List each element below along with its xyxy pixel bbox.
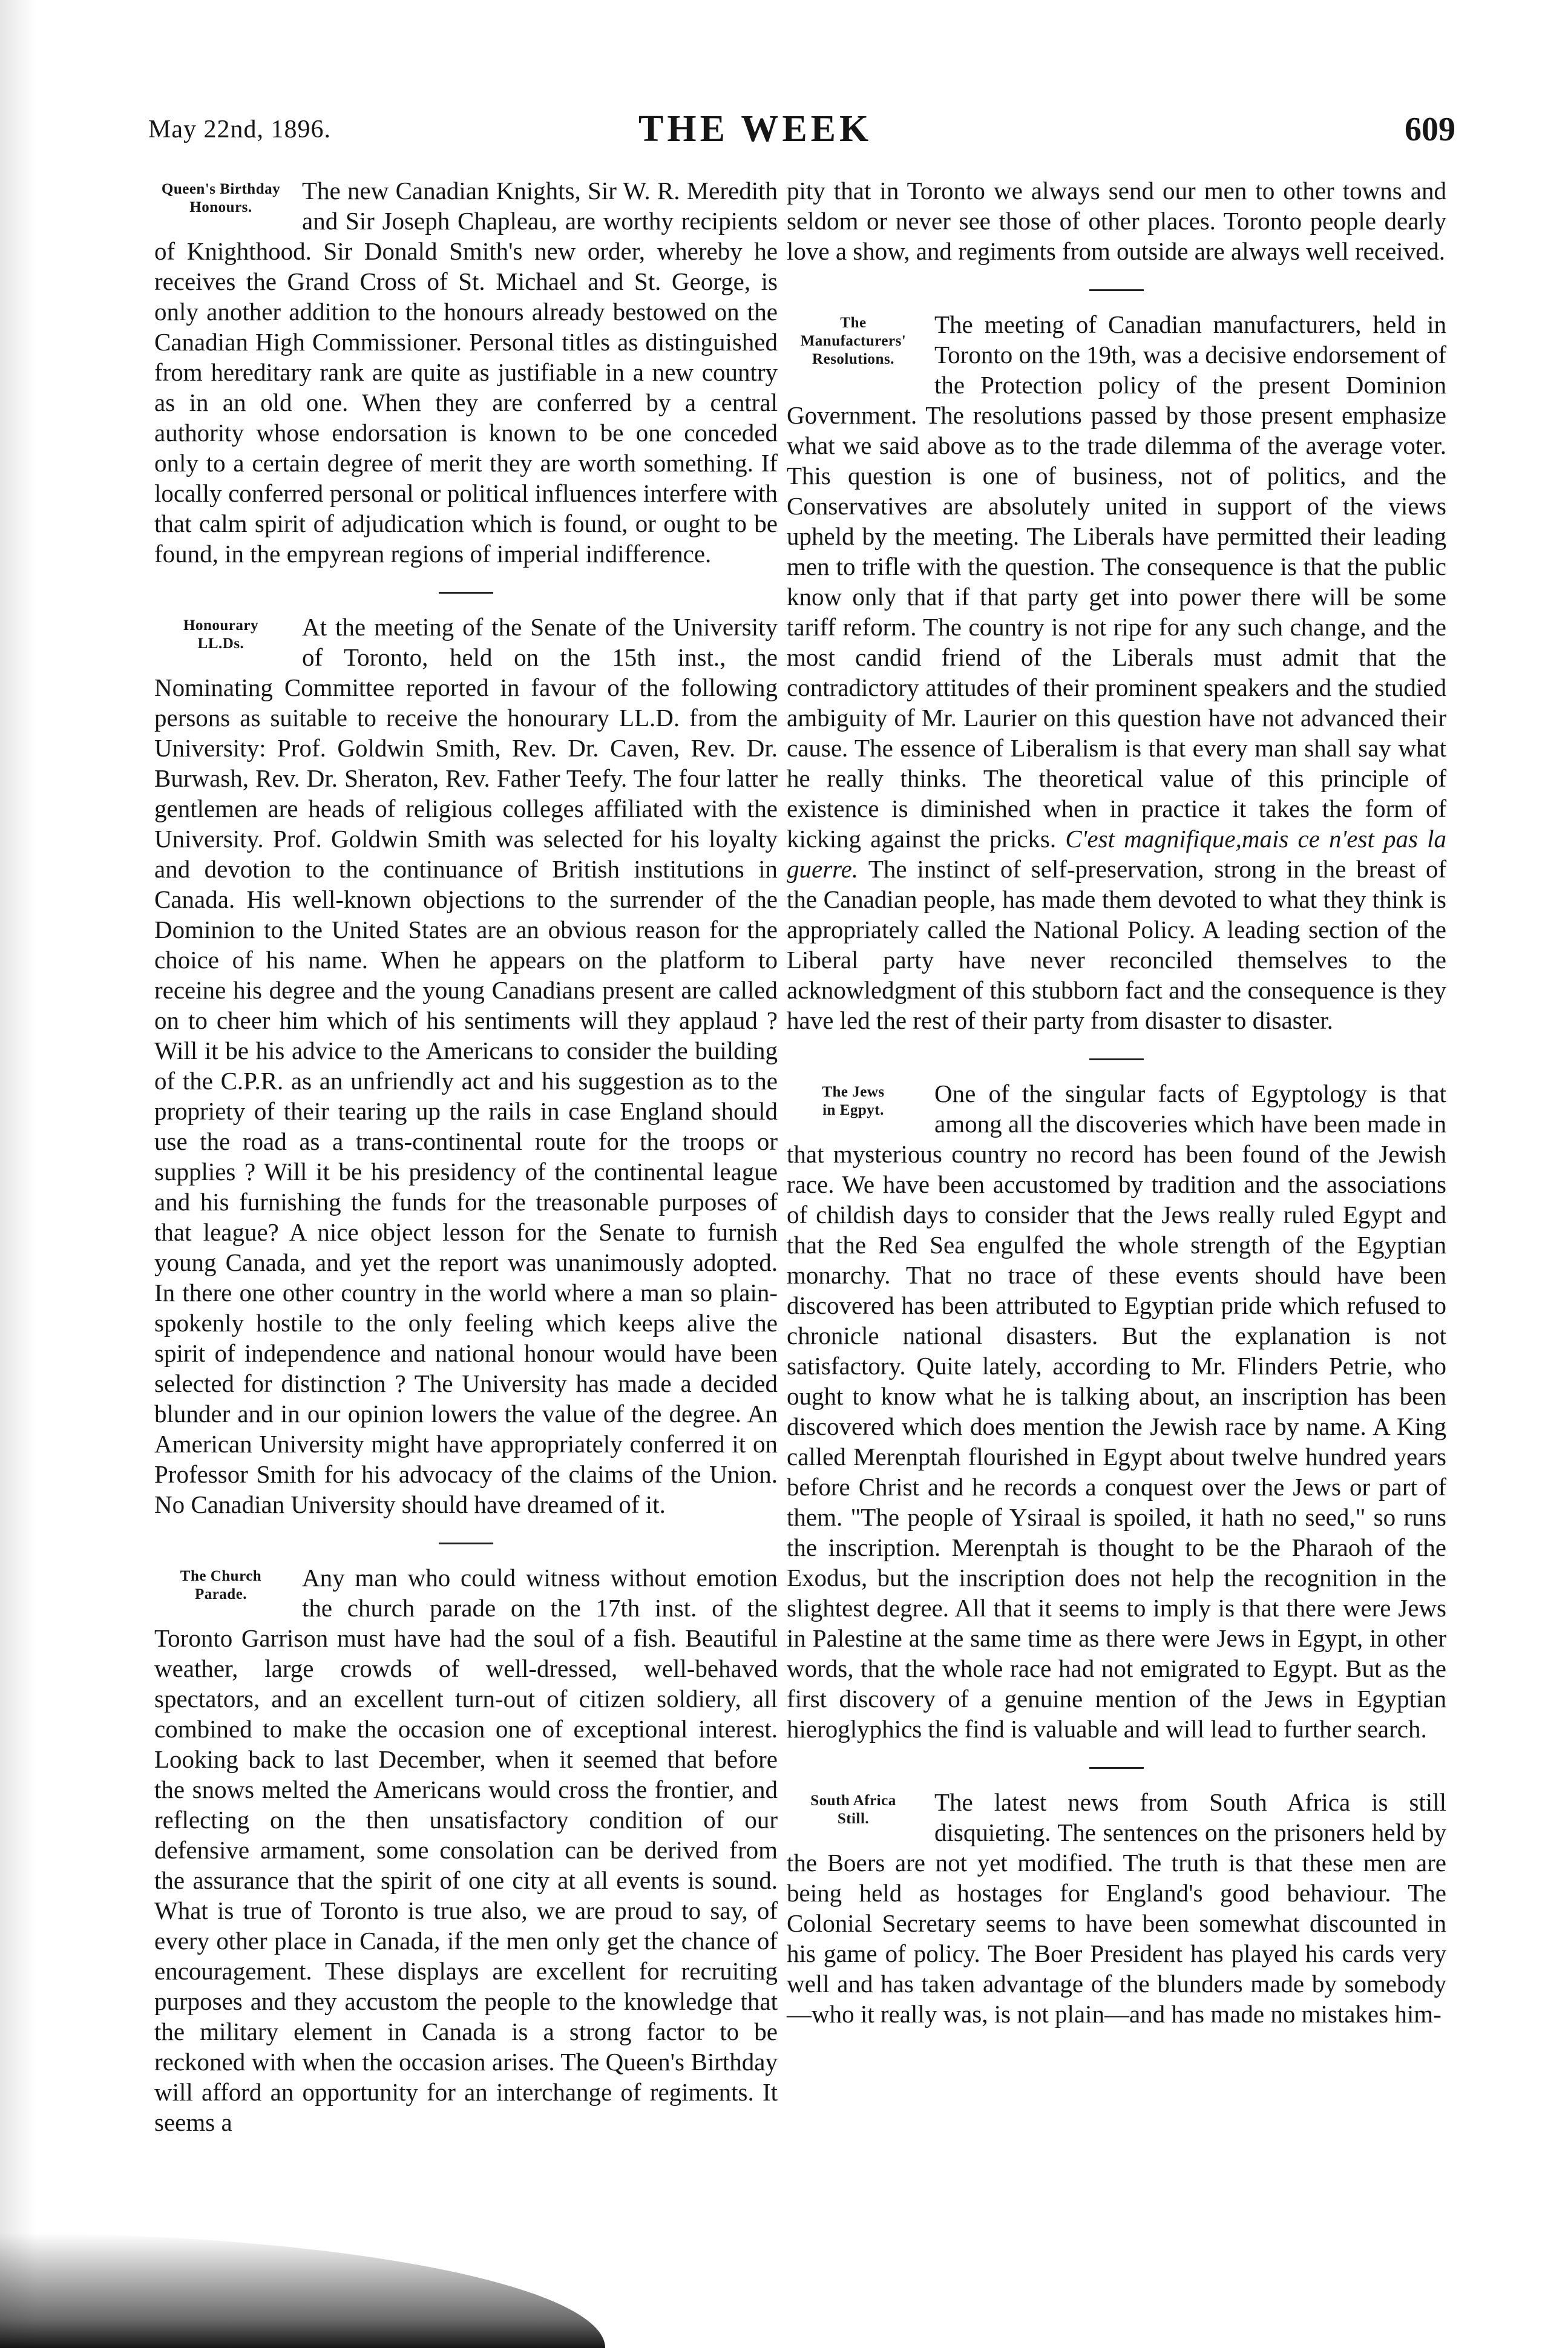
article-text: The latest news from South Africa is still disquieting. The sentences on the prisoners held by the Boers are not yet modified. The truth is that these men are being held as hostages for England's good behaviour. The Colonial Secretary seems to have been somewhat discounted in his game of policy. The Boer President has played his cards very well and has taken advantage of the blunders made by somebody—who it really was, is not plain—and has made no mistakes him-	[787, 1788, 1446, 2028]
section-divider	[439, 1543, 493, 1544]
article-church-parade	[154, 1563, 778, 2137]
article-jews-in-egypt	[787, 1078, 1446, 1744]
article-text: One of the singular facts of Egyptology is that among all the discoveries which have been made in that mysterious country no record has been found of the Jewish race. We have been accustomed by tradition and the associations of childish days to consider that the Jews really ruled Egypt and that the Red Sea engulfed the whole strength of the Egyptian monarchy. That no trace of these events should have been discovered has been attributed to Egyptian pride which refused to chronicle national disasters. But the explanation is not satisfactory. Quite lately, according to Mr. Flinders Petrie, who ought to know what he is talking about, an inscription has been discovered which does mention the Jewish race by name. A King called Merenptah flourished in Egypt about twelve hundred years before Christ and he records a conquest over the Jews or part of them. "The people of Ysiraal is spoiled, it hath no seed," so runs the inscription. Merenptah is thought to be the Pharaoh of the Exodus, but the inscription does not help the recognition in the slightest degree. All that it seems to imply is that there were Jews in Palestine at the same time as there were Jews in Egypt, in other words, that the whole race had not emigrated to Egypt. But as the first discovery of a genuine mention of the Jews in Egyptian hieroglyphics the find is valuable and will lead to further search.	[787, 1080, 1446, 1743]
section-divider	[1089, 1767, 1144, 1769]
binding-shadow	[0, 2233, 605, 2348]
article-text-continued: The instinct of self-preservation, strong in the breast of the Canadian people, has made them devoted to what they think is appropriately called the National Policy. A leading section of the Liberal party have never reconciled themselves to the acknowledgment of this stubborn fact and the consequence is they have led the rest of their party from disaster to disaster.	[787, 855, 1446, 1034]
issue-date: May 22nd, 1896.	[148, 116, 331, 143]
page-number: 609	[1405, 111, 1455, 148]
side-heading: The Manufacturers' Resolutions.	[800, 315, 907, 367]
article-text: The new Canadian Knights, Sir W. R. Meredith and Sir Joseph Chapleau, are worthy recipients of Knighthood. Sir Donald Smith's new order, whereby he receives the Grand Cross of St. Michael and St. George, is only another addition to the honours already bestowed on the Canadian High Commissioner. Personal titles as distinguished from hereditary rank are quite as justifiable in a new country as in an old one. When they are conferred by a central authority whose endorsation is known to be one conceded only to a certain degree of merit they are worth something. If locally conferred personal or political influences interfere with that calm spirit of adjudication which is found, or ought to be found, in the empyrean regions of imperial indifference.	[154, 177, 778, 568]
article-manufacturers-resolutions	[787, 309, 1446, 1035]
article-queens-birthday-honours	[154, 175, 778, 569]
side-heading: Queen's Birthday Honours.	[161, 181, 281, 215]
section-divider	[1089, 289, 1144, 291]
section-divider	[439, 592, 493, 594]
side-heading: The Church Parade.	[180, 1568, 262, 1602]
left-column	[154, 175, 778, 2137]
article-text: At the meeting of the Senate of the University of Toronto, held on the 15th inst., the Nominating Committee reported in favour of the following persons as suitable to receive the honourary LL.D. from the University: Prof. Goldwin Smith, Rev. Dr. Caven, Rev. Dr. Burwash, Rev. Dr. Sheraton, Rev. Father Teefy. The four latter gentlemen are heads of religious colleges affiliated with the University. Prof. Goldwin Smith was selected for his loyalty and devotion to the continuance of British institutions in Canada. His well-known objections to the surrender of the Dominion to the United States are an obvious reason for the choice of his name. When he appears on the platform to receine his degree and the young Canadians present are called on to cheer him which of his sentiments will they applaud ? Will it be his advice to the Americans to consider the building of the C.P.R. as an unfriendly act and his suggestion as to the propriety of their tearing up the rails in case England should use the road as a trans-continental route for the troops or supplies ? Will it be his presidency of the continental league and his furnishing the funds for the treasonable purposes of that league? A nice object lesson for the Senate to furnish young Canada, and yet the report was unanimously adopted. In there one other country in the world where a man so plain-spokenly hostile to the only feeling which keeps alive the spirit of independence and national honour would have been selected for distinction ? The University has made a decided blunder and in our opinion lowers the value of the degree. An American University might have appropriately conferred it on Professor Smith for his advocacy of the claims of the Union. No Canadian University should have dreamed of it.	[154, 613, 778, 1518]
right-column	[787, 175, 1446, 2029]
article-text: The meeting of Canadian manufacturers, held in Toronto on the 19th, was a decisive endorsement of the Protection policy of the present Dominion Government. The resolutions passed by those present emphasize what we said above as to the trade dilemma of the average voter. This question is one of business, not of politics, and the Conservatives are absolutely united in support of the views upheld by the meeting. The Liberals have permitted their leading men to trifle with the question. The consequence is that the public know only that if that party get into power there will be some tariff reform. The country is not ripe for any such change, and the most candid friend of the Liberals must admit that the contradictory attitudes of their prominent speakers and the studied ambiguity of Mr. Laurier on this question have not advanced their cause. The essence of Liberalism is that every man shall say what he really thinks. The theoretical value of this principle of existence is diminished when in practice it takes the form of kicking against the pricks.	[787, 310, 1446, 853]
page-header	[148, 108, 1455, 162]
continued-text: pity that in Toronto we always send our men to other towns and seldom or never see those of other places. Toronto people dearly love a show, and regiments from outside are always well received.	[787, 177, 1446, 265]
french-quote: C'est magnifique,mais ce n'est pas la guerre.	[787, 825, 1447, 883]
side-heading: Honourary LL.Ds.	[183, 617, 258, 652]
section-divider	[1089, 1058, 1144, 1060]
side-heading: South Africa Still.	[810, 1792, 896, 1827]
side-heading: The Jews in Egpyt.	[822, 1084, 885, 1118]
article-honourary-llds	[154, 612, 778, 1520]
article-text: Any man who could witness without emotion the church parade on the 17th inst. of the Toronto Garrison must have had the soul of a fish. Beautiful weather, large crowds of well-dressed, well-behaved spectators, and an excellent turn-out of citizen soldiery, all combined to make the occasion one of exceptional interest. Looking back to last December, when it seemed that before the snows melted the Americans would cross the frontier, and reflecting on the then unsatisfactory condition of our defensive armament, some consolation can be derived from the assurance that the spirit of one city at all events is sound. What is true of Toronto is true also, we are proud to say, of every other place in Canada, if the men only get the chance of encouragement. These displays are excellent for recruiting purposes and they accustom the people to the knowledge that the military element in Canada is a strong factor to be reckoned with when the occasion arises. The Queen's Birthday will afford an opportunity for an interchange of regiments. It seems a	[154, 1564, 778, 2136]
article-south-africa-still	[787, 1787, 1446, 2029]
page-edge-shadow	[0, 0, 36, 2348]
masthead-title: THE WEEK	[638, 108, 873, 149]
